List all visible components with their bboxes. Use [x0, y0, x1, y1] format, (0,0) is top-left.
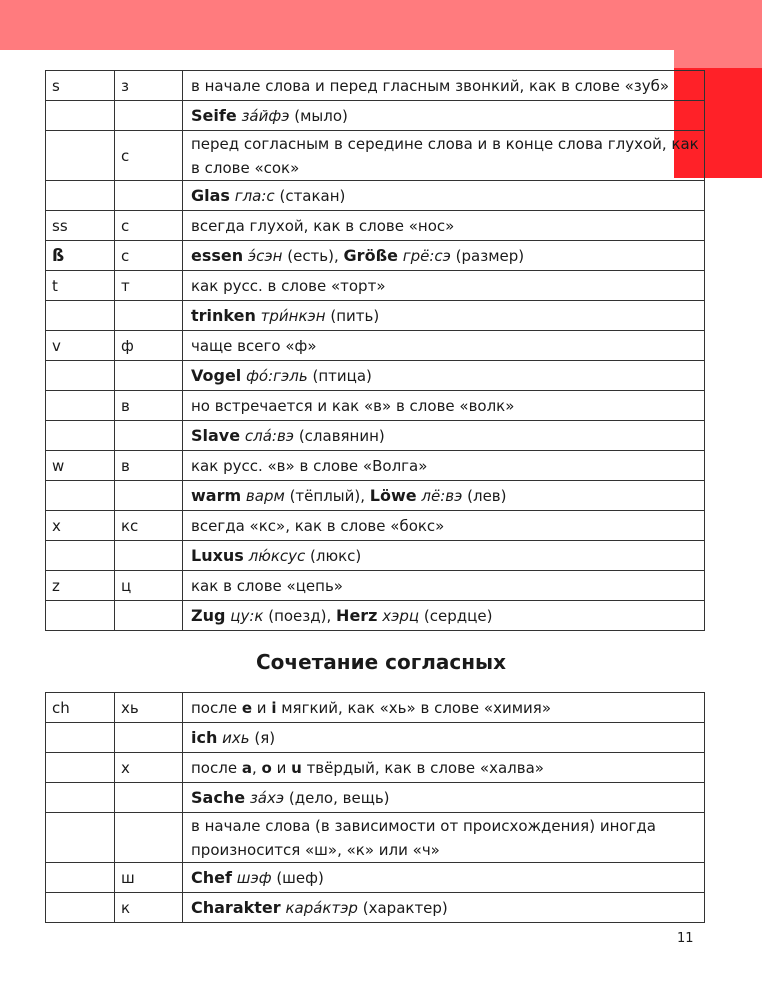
- table-row: [46, 723, 705, 753]
- description-cell: [183, 421, 705, 451]
- description-cell: [183, 101, 705, 131]
- table-row: [46, 241, 705, 271]
- german-word: Größe: [343, 245, 398, 265]
- translation: (стакан): [279, 186, 346, 205]
- table-row: [46, 391, 705, 421]
- table-row: [46, 181, 705, 211]
- vowel-letter: a: [241, 758, 252, 777]
- sound-cell: в: [115, 451, 183, 481]
- table-row: [46, 813, 705, 863]
- sound-cell: [115, 813, 183, 863]
- description-text: и: [252, 698, 272, 717]
- translation: (я): [254, 728, 276, 747]
- letter-cell: [46, 421, 115, 451]
- description-text: ,: [251, 758, 262, 777]
- description-cell: [183, 181, 705, 211]
- description-cell: [183, 481, 705, 511]
- transcription: грё:сэ: [402, 246, 451, 265]
- sound-cell: [115, 481, 183, 511]
- table-row: [46, 863, 705, 893]
- description-cell: [183, 301, 705, 331]
- translation: (поезд),: [268, 606, 332, 625]
- letter-cell: [46, 601, 115, 631]
- sound-cell: [115, 301, 183, 331]
- letter-cell: [46, 893, 115, 923]
- description-cell: [183, 723, 705, 753]
- description-cell: всегда «кс», как в слове «бокс»: [183, 511, 705, 541]
- translation: (мыло): [294, 106, 348, 125]
- german-word: Chef: [191, 867, 232, 887]
- letter-cell: [46, 753, 115, 783]
- transcription: сла́:вэ: [244, 426, 295, 445]
- letter-cell: [46, 541, 115, 571]
- table-row: [46, 421, 705, 451]
- transcription: кара́ктэр: [285, 898, 358, 917]
- description-cell: [183, 783, 705, 813]
- translation: (люкс): [310, 546, 362, 565]
- description-cell: перед согласным в середине слова и в конце слова глухой, как в слове «сок»: [183, 131, 705, 181]
- table-row: [46, 131, 705, 181]
- description-cell: но встречается и как «в» в слове «волк»: [183, 391, 705, 421]
- letter-cell: [46, 101, 115, 131]
- sound-cell: [115, 361, 183, 391]
- translation: (размер): [455, 246, 525, 265]
- letter-cell: [46, 813, 115, 863]
- description-cell: [183, 693, 705, 723]
- description-text: твёрдый, как в слове «халва»: [301, 758, 544, 777]
- letter-cell: [46, 723, 115, 753]
- table-row: [46, 753, 705, 783]
- german-word: Glas: [191, 185, 230, 205]
- sound-cell: ц: [115, 571, 183, 601]
- letter-cell: t: [46, 271, 115, 301]
- sound-cell: с: [115, 131, 183, 181]
- description-cell: как русс. в слове «торт»: [183, 271, 705, 301]
- sound-cell: [115, 783, 183, 813]
- letter-cell: ch: [46, 693, 115, 723]
- letter-cell: ss: [46, 211, 115, 241]
- german-word: essen: [191, 245, 244, 265]
- letter-cell: w: [46, 451, 115, 481]
- transcription: за́хэ: [249, 788, 285, 807]
- letter-cell: [46, 863, 115, 893]
- table-row: [46, 571, 705, 601]
- sound-cell: [115, 601, 183, 631]
- german-word: Luxus: [191, 545, 244, 565]
- top-decor-band: [0, 0, 762, 50]
- letter-cell: s: [46, 71, 115, 101]
- sound-cell: ф: [115, 331, 183, 361]
- description-text: и: [271, 758, 292, 777]
- description-cell: в начале слова и перед гласным звонкий, как в слове «зуб»: [183, 71, 705, 101]
- table-row: [46, 101, 705, 131]
- table-row: [46, 361, 705, 391]
- german-word: ich: [191, 727, 218, 747]
- transcription: ихь: [222, 728, 250, 747]
- letter-cell: x: [46, 511, 115, 541]
- table-row: [46, 211, 705, 241]
- transcription: лё:вэ: [421, 486, 463, 505]
- letter-cell: [46, 391, 115, 421]
- letter-cell: [46, 361, 115, 391]
- letter-cell: [46, 481, 115, 511]
- table-row: [46, 71, 705, 101]
- consonant-combinations-table: [45, 692, 705, 923]
- description-text: мягкий, как «хь» в слове «химия»: [276, 698, 551, 717]
- description-cell: [183, 361, 705, 391]
- sound-cell: [115, 101, 183, 131]
- german-word: Sache: [191, 787, 246, 807]
- letter-cell: ß: [46, 241, 115, 271]
- german-word: Charakter: [191, 897, 281, 917]
- sound-cell: с: [115, 211, 183, 241]
- german-word: trinken: [191, 305, 256, 325]
- table-row: [46, 451, 705, 481]
- german-word: Vogel: [191, 365, 242, 385]
- letter-cell: z: [46, 571, 115, 601]
- letter-cell: [46, 783, 115, 813]
- transcription: фо́:гэль: [246, 366, 308, 385]
- table-row: [46, 693, 705, 723]
- sound-cell: [115, 181, 183, 211]
- description-cell: [183, 541, 705, 571]
- sound-cell: з: [115, 71, 183, 101]
- translation: (славянин): [298, 426, 385, 445]
- sound-cell: [115, 421, 183, 451]
- table-row: [46, 893, 705, 923]
- german-word: warm: [191, 485, 242, 505]
- sound-cell: ш: [115, 863, 183, 893]
- description-cell: как в слове «цепь»: [183, 571, 705, 601]
- german-word: Slave: [191, 425, 241, 445]
- description-cell: чаще всего «ф»: [183, 331, 705, 361]
- translation: (шеф): [276, 868, 324, 887]
- translation: (птица): [312, 366, 372, 385]
- vowel-letter: e: [241, 698, 253, 717]
- sound-cell: кс: [115, 511, 183, 541]
- table-row: [46, 331, 705, 361]
- vowel-letter: i: [271, 698, 277, 717]
- translation: (сердце): [423, 606, 493, 625]
- table-row: [46, 541, 705, 571]
- description-text: после: [191, 698, 242, 717]
- transcription: хэрц: [382, 606, 420, 625]
- translation: (пить): [330, 306, 380, 325]
- translation: (тёплый),: [289, 486, 366, 505]
- translation: (дело, вещь): [288, 788, 390, 807]
- german-word: Herz: [336, 605, 378, 625]
- translation: (лев): [467, 486, 507, 505]
- vowel-letter: o: [261, 758, 272, 777]
- table-row: [46, 301, 705, 331]
- letter-cell: [46, 301, 115, 331]
- sound-cell: т: [115, 271, 183, 301]
- transcription: за́йфэ: [241, 106, 290, 125]
- sound-cell: хь: [115, 693, 183, 723]
- table-row: [46, 511, 705, 541]
- translation: (есть),: [287, 246, 339, 265]
- table-row: [46, 601, 705, 631]
- sound-cell: [115, 541, 183, 571]
- description-cell: [183, 241, 705, 271]
- german-word: Löwe: [369, 485, 417, 505]
- transcription: э́сэн: [247, 246, 283, 265]
- transcription: лю́ксус: [248, 546, 306, 565]
- section-title: Сочетание согласных: [255, 650, 506, 674]
- table-row: [46, 783, 705, 813]
- sound-cell: в: [115, 391, 183, 421]
- transcription: шэф: [236, 868, 272, 887]
- page-number: 11: [677, 931, 694, 946]
- description-cell: всегда глухой, как в слове «нос»: [183, 211, 705, 241]
- description-cell: [183, 893, 705, 923]
- sound-cell: [115, 723, 183, 753]
- transcription: варм: [245, 486, 285, 505]
- consonants-table: [45, 70, 705, 631]
- letter-cell: [46, 181, 115, 211]
- transcription: цу:к: [230, 606, 264, 625]
- translation: (характер): [362, 898, 448, 917]
- description-cell: [183, 863, 705, 893]
- vowel-letter: u: [291, 758, 302, 777]
- sound-cell: с: [115, 241, 183, 271]
- sound-cell: х: [115, 753, 183, 783]
- description-cell: как русс. «в» в слове «Волга»: [183, 451, 705, 481]
- description-cell: [183, 601, 705, 631]
- transcription: три́нкэн: [260, 306, 326, 325]
- transcription: гла:с: [234, 186, 275, 205]
- description-text: после: [191, 758, 242, 777]
- letter-cell: [46, 131, 115, 181]
- letter-cell: v: [46, 331, 115, 361]
- sound-cell: к: [115, 893, 183, 923]
- description-cell: в начале слова (в зависимости от происхождения) иногда произносится «ш», «к» или «ч»: [183, 813, 705, 863]
- table-row: [46, 481, 705, 511]
- german-word: Seife: [191, 105, 237, 125]
- table-row: [46, 271, 705, 301]
- description-cell: [183, 753, 705, 783]
- german-word: Zug: [191, 605, 226, 625]
